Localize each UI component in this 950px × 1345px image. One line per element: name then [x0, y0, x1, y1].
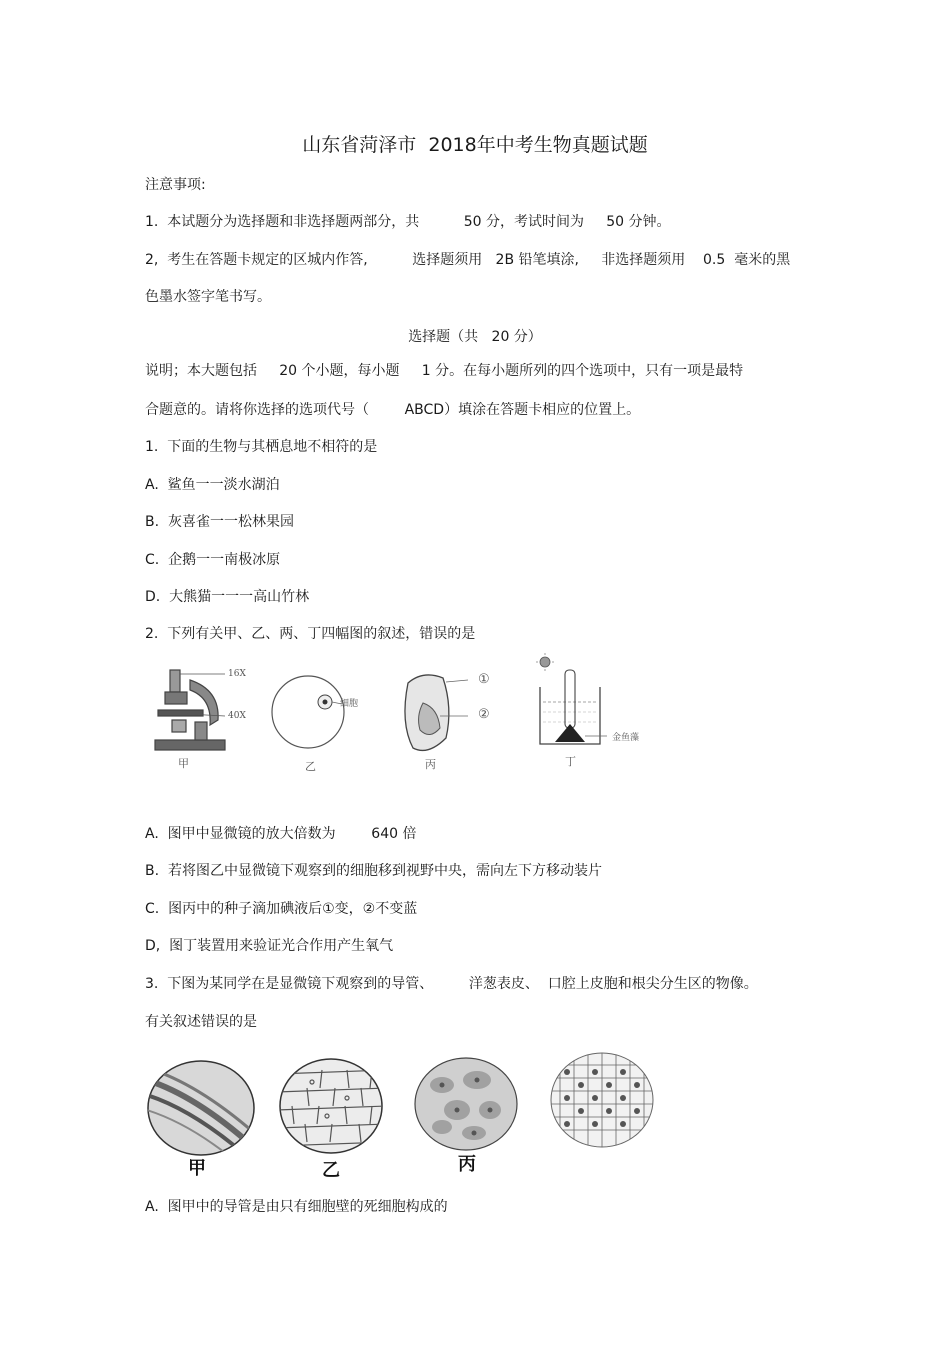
section-desc-1: 说明；本大题包括 20 个小题，每小题 1 分。在每小题所列的四个选项中，只有一项是最特 [145, 363, 744, 379]
notice-item-1: 1. 本试题分为选择题和非选择题两部分，共 50 分，考试时间为 50 分钟。 [145, 214, 671, 230]
caption-yi: 乙 [305, 760, 316, 773]
micrograph-caption-yi: 乙 [322, 1160, 340, 1181]
notice-item-2-cont: 色墨水签字笔书写。 [145, 289, 271, 305]
q3-stem: 3. 下图为某同学在是显微镜下观察到的导管、 洋葱表皮、 口腔上皮胞和根尖分生区的物像。 [145, 976, 758, 992]
oral-epithelium-micrograph [412, 1055, 520, 1153]
notice-item-2: 2, 考生在答题卡规定的区城内作答, 选择题须用 2B 铅笔填涂, 非选择题须用 0.5 毫米的黑 [145, 252, 791, 268]
root-tip-micrograph [548, 1050, 656, 1150]
q3-stem-cont: 有关叙述错误的是 [145, 1014, 257, 1030]
caption-jia: 甲 [178, 757, 189, 770]
label-fish-weed: 金鱼藻 [612, 733, 640, 743]
view-field-figure [270, 672, 350, 752]
micrograph-caption-jia: 甲 [188, 1158, 206, 1179]
seed-figure [398, 668, 473, 758]
q1-option-d: D. 大熊猫一一一高山竹林 [145, 589, 310, 605]
page-title: 山东省菏泽市 2018年中考生物真题试题 [302, 134, 648, 156]
q1-option-c: C. 企鹅一一南极冰原 [145, 552, 281, 568]
onion-epidermis-micrograph [277, 1056, 385, 1156]
vessel-micrograph [145, 1058, 257, 1158]
q1-stem: 1. 下面的生物与其栖息地不相符的是 [145, 439, 378, 455]
q1-option-a: A. 鲨鱼一一淡水湖泊 [145, 477, 280, 493]
section-desc-2: 合题意的。请将你选择的选项代号（ ABCD）填涂在答题卡相应的位置上。 [145, 402, 641, 418]
q1-option-b: B. 灰喜雀一一松林果园 [145, 514, 294, 530]
q2-stem: 2. 下列有关甲、乙、两、丁四幅图的叙述，错误的是 [145, 626, 476, 642]
q2-option-d: D, 图丁装置用来验证光合作用产生氧气 [145, 938, 394, 954]
q2-option-c: C. 图丙中的种子滴加碘液后①变，②不变蓝 [145, 901, 418, 917]
notice-heading: 注意事项: [145, 177, 206, 193]
section-title: 选择题（共 20 分） [408, 329, 542, 345]
label-circle-1: ① [478, 672, 490, 687]
label-40x: 40X [228, 711, 246, 721]
q2-option-a: A. 图甲中显微镜的放大倍数为 640 倍 [145, 826, 417, 842]
q3-option-a: A. 图甲中的导管是由只有细胞壁的死细胞构成的 [145, 1199, 448, 1215]
caption-bing: 丙 [425, 758, 436, 771]
label-16x: 16X [228, 669, 246, 679]
label-circle-2: ② [478, 707, 490, 722]
q2-option-b: B. 若将图乙中显微镜下观察到的细胞移到视野中央，需向左下方移动装片 [145, 863, 602, 879]
caption-ding: 丁 [565, 755, 576, 768]
label-cell: 细胞 [340, 699, 359, 709]
micrograph-caption-bing: 丙 [458, 1154, 476, 1175]
